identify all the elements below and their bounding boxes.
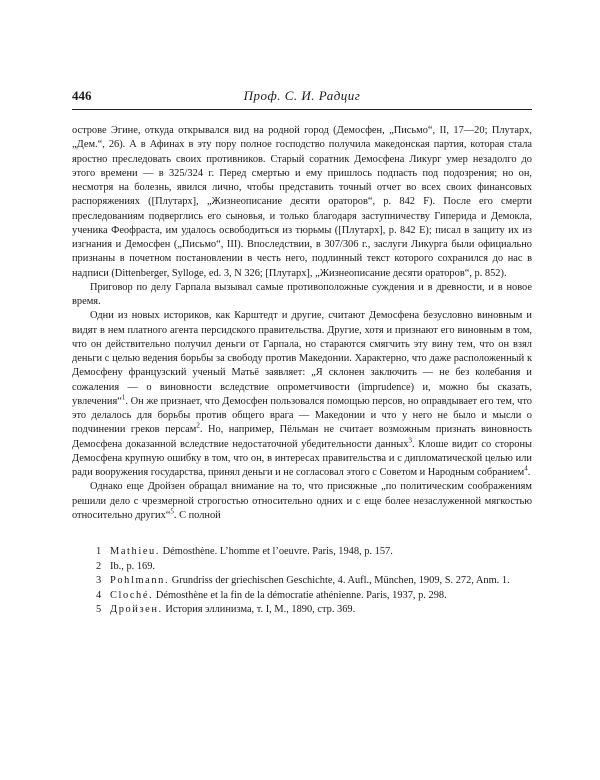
paragraph-2 (72, 281, 532, 310)
paragraph-2-text: Приговор по делу Гарпала вызывал самые противоположные суждения и в древности, и в новое время. (72, 281, 532, 307)
running-title: Проф. С. И. Радциг (243, 88, 361, 103)
footnote-1 (72, 545, 532, 560)
paragraph-3-text-d: . Клоше видит со стороны Демосфена крупную ошибку в том, что он, в интересах правительства и с дипломатической целью или ради вооружения государства, принял деньги и не согласовал этого с Советом и Народным собранием (72, 438, 532, 478)
footnote-author: Cloché. (110, 589, 154, 601)
footnote-author: Дройзен. (110, 604, 163, 615)
footnote-5 (72, 603, 532, 618)
footnote-text: Démosthène et la fin de la démocratie athénienne. Paris, 1937, p. 298. (153, 589, 447, 601)
paragraph-3 (72, 309, 532, 480)
footnote-text: Grundriss der griechischen Geschichte, 4. Aufl., München, 1909, S. 272, Anm. 1. (169, 575, 510, 586)
footnote-ref-4: 4 (524, 464, 528, 473)
footnote-author: Mathieu. (110, 546, 161, 557)
book-page (72, 86, 532, 618)
footnote-2 (72, 560, 532, 575)
footnote-number: 4 (96, 589, 102, 601)
paragraph-4-text-b: . С полной (173, 509, 221, 521)
paragraph-3-text-c: . Но, например, Пёльман не считает возможным признать виновность Демосфена доказанной вследствие недостаточной убедительности данных (72, 424, 532, 450)
page-number: 446 (72, 88, 92, 103)
footnote-ref-1: 1 (121, 393, 126, 402)
body-text (72, 124, 532, 523)
footnote-ref-2: 2 (196, 421, 200, 430)
footnote-number: 1 (96, 546, 102, 557)
paragraph-3-text-e: . (527, 467, 531, 478)
footnote-number: 2 (96, 560, 102, 572)
footnotes (72, 545, 532, 618)
footnote-text: Ib., p. 169. (110, 560, 156, 572)
footnote-number: 5 (96, 604, 102, 615)
paragraph-1-text: острове Эгине, откуда открывался вид на родной город (Демосфен, „Письмо“, II, 17—20; Плутарх, „Дем.“, 26). А в Афинах в эту пору полное господство получила македонская партия, которая стала яростно преследовать своих противников. Старый соратник Демосфена Ликург умер незадолго до этого времени — в 325/324 г. Перед смертью и ему пришлось подпасть под подозрения; но он, несмотря на болезнь, явился лично, чтобы представить точный отчет во всех своих финансовых распоряжениях ([Плутарх], „Жизнеописание десяти ораторов“, р. 842 F). После его смерти преследованиям подверглись его сыновья, и только благодаря заступничеству Гиперида и Демокла, ученика Феофраста, им удалось освободиться из тюрьмы ([Плутарх], р. 842 E); писал в защиту их из изгнания и Демосфен („Письмо“, III). Впоследствии, в 307/306 г., заслуги Ликурга были официально признаны в почетном постановлении в честь него, подлинный текст которого сохранился до нас в надписи (Dittenberger, Sylloge, ed. 3, N 326; [Плутарх], „Жизнеописание десяти ораторов“, р. 852). (72, 125, 532, 279)
footnote-text: Démosthène. L’homme et l’oeuvre. Paris, 1948, p. 157. (160, 546, 393, 557)
footnote-3 (72, 574, 532, 589)
paragraph-3-text-b: . Он же признает, что Демосфен пользовался помощью персов, но оправдывает его тем, что это делалось для борьбы против общего врага — Македонии и что у него не было и мысли о подчинении греков персам (72, 395, 532, 436)
page-header (72, 86, 532, 106)
header-rule (72, 109, 532, 110)
footnote-number: 3 (96, 575, 102, 586)
footnote-4 (72, 589, 532, 604)
footnote-text: История эллинизма, т. I, М., 1890, стр. 369. (162, 604, 356, 615)
paragraph-4 (72, 480, 532, 523)
footnote-author: Pohlmann. (110, 575, 170, 586)
paragraph-3-text-a: Одни из новых историков, как Карштедт и другие, считают Демосфена безусловно виновным и видят в нем платного агента персидского правительства. Другие, хотя и признают его виновным в том, что он действительно получил деньги от Гарпала, но стараются смягчить эту вину тем, что он взял деньги с целью ведения борьбы за свободу против Македонии. Характерно, что даже расположенный к Демосфену французский ученый Матьё заявляет: „Я склонен заключить — не без колебания и сожаления — о виновности вследствие опрометчивости (imprudence) и, можно бы сказать, увлечения“ (72, 310, 532, 407)
footnote-ref-3: 3 (408, 436, 412, 445)
paragraph-4-text-a: Однако еще Дройзен обращал внимание на то, что присяжные „по политическим соображениям решили дело с чрезмерной строгостью относительно одних и с еще более незаслуженной мягкостью относительно других“ (72, 481, 532, 521)
paragraph-1 (72, 124, 532, 281)
footnote-ref-5: 5 (170, 507, 174, 516)
